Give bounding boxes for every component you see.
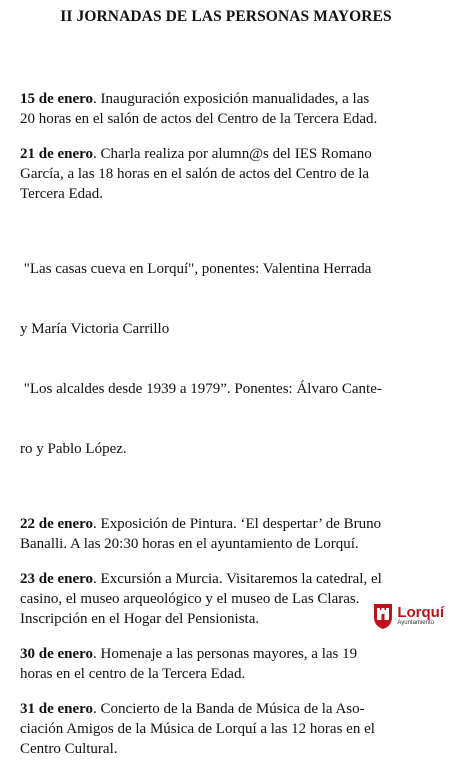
talks-entry <box>20 219 435 499</box>
entry-line: casino, el museo arqueológico y el museo de Las Claras. <box>20 591 360 607</box>
entry-line: "Los alcaldes desde 1939 a 1979”. Ponentes: Álvaro Cante- <box>20 381 382 397</box>
event-list <box>20 89 435 774</box>
entry-line <box>20 644 435 664</box>
event-date: 31 de enero <box>20 701 94 717</box>
event-date: 15 de enero <box>20 91 94 107</box>
event-entry-31-enero <box>20 699 435 759</box>
entry-line <box>20 144 435 164</box>
entry-line: ciación Amigos de la Música de Lorquí a las 12 horas en el <box>20 721 375 737</box>
logo-subtitle: Ayuntamiento <box>397 620 434 626</box>
event-entry-15-enero <box>20 89 435 129</box>
entry-text: . Inauguración exposición manualidades, a las <box>93 91 370 107</box>
entry-text: . Concierto de la Banda de Música de la Aso- <box>93 701 365 717</box>
entry-line: y María Victoria Carrillo <box>20 321 170 337</box>
entry-line: Inscripción en el Hogar del Pensionista. <box>20 611 260 627</box>
page-title: II JORNADAS DE LAS PERSONAS MAYORES <box>60 8 392 25</box>
event-entry-21-enero <box>20 144 435 204</box>
entry-line <box>20 569 435 589</box>
entry-line: "Las casas cueva en Lorquí", ponentes: Valentina Herrada <box>20 261 372 277</box>
entry-line <box>20 699 435 719</box>
event-date: 30 de enero <box>20 646 94 662</box>
event-date: 22 de enero <box>20 516 94 532</box>
entry-text: . Charla realiza por alumn@s del IES Romano <box>93 146 372 162</box>
event-date: 21 de enero <box>20 146 94 162</box>
crest-icon <box>372 602 394 630</box>
event-entry-22-enero <box>20 514 435 554</box>
event-entry-30-enero <box>20 644 435 684</box>
entry-line <box>20 89 435 109</box>
entry-line: horas en el centro de la Tercera Edad. <box>20 666 246 682</box>
entry-line: Banalli. A las 20:30 horas en el ayuntamiento de Lorquí. <box>20 536 359 552</box>
entry-line: ro y Pablo López. <box>20 441 127 457</box>
entry-text: . Exposición de Pintura. ‘El despertar’ de Bruno <box>93 516 382 532</box>
entry-line: García, a las 18 horas en el salón de actos del Centro de la <box>20 166 370 182</box>
entry-line <box>20 514 435 534</box>
entry-text: . Excursión a Murcia. Visitaremos la catedral, el <box>93 571 382 587</box>
event-date: 23 de enero <box>20 571 94 587</box>
entry-line: Centro Cultural. <box>20 741 118 757</box>
entry-line: Tercera Edad. <box>20 186 104 202</box>
entry-text: . Homenaje a las personas mayores, a las 19 <box>93 646 358 662</box>
entry-line: 20 horas en el salón de actos del Centro de la Tercera Edad. <box>20 111 378 127</box>
ayuntamiento-logo <box>372 602 444 630</box>
logo-name: Lorquí <box>397 604 444 621</box>
